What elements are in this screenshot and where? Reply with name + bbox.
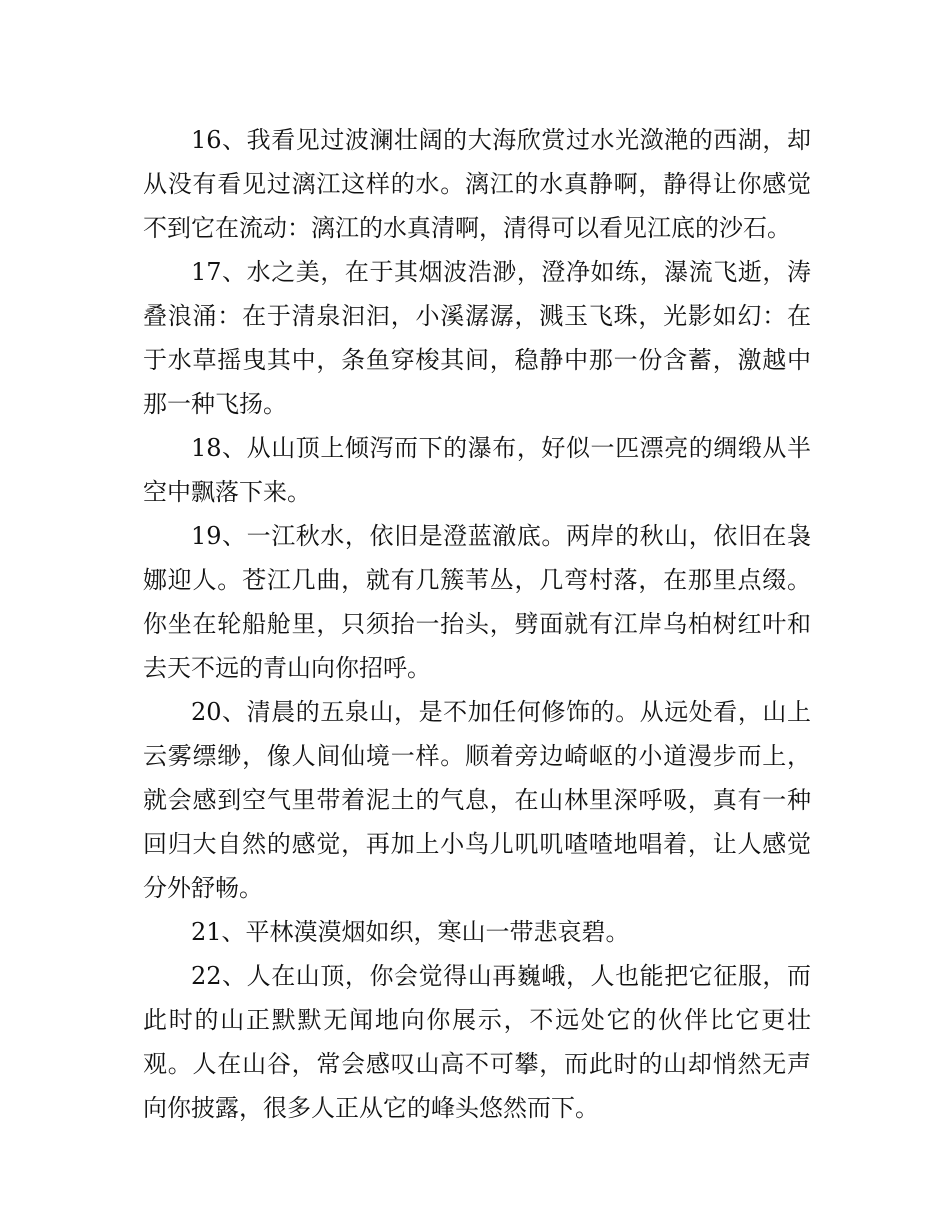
paragraph-19 [143, 514, 811, 690]
text-line: 20、清晨的五泉山，是不加任何修饰的。从远处看，山上 [191, 698, 811, 726]
text-line: 叠浪涌：在于清泉汩汩，小溪潺潺，溅玉飞珠，光影如幻：在 [143, 302, 811, 330]
text-line: 18、从山顶上倾泻而下的瀑布，好似一匹漂亮的绸缎从半 [191, 434, 811, 462]
text-line: 从没有看见过漓江这样的水。漓江的水真静啊，静得让你感觉 [143, 170, 811, 198]
text-line: 不到它在流动：漓江的水真清啊，清得可以看见江底的沙石。 [143, 214, 791, 242]
text-line: 此时的山正默默无闻地向你展示，不远处它的伙伴比它更壮 [143, 1006, 811, 1034]
text-line: 娜迎人。苍江几曲，就有几簇苇丛，几弯村落，在那里点缀。 [143, 566, 811, 594]
text-line: 你坐在轮船舱里，只须抬一抬头，劈面就有江岸乌柏树红叶和 [143, 610, 811, 638]
text-line: 空中飘落下来。 [143, 478, 311, 506]
text-line: 去天不远的青山向你招呼。 [143, 654, 431, 682]
text-line: 16、我看见过波澜壮阔的大海欣赏过水光潋滟的西湖，却 [191, 126, 811, 154]
text-line: 22、人在山顶，你会觉得山再巍峨，人也能把它征服，而 [191, 962, 811, 990]
text-line: 19、一江秋水，依旧是澄蓝澈底。两岸的秋山，依旧在袅 [191, 522, 811, 550]
text-line: 回归大自然的感觉，再加上小鸟儿叽叽喳喳地唱着，让人感觉 [143, 830, 811, 858]
paragraph-18 [143, 426, 811, 514]
text-line: 向你披露，很多人正从它的峰头悠然而下。 [143, 1094, 599, 1122]
paragraph-17 [143, 250, 811, 426]
paragraph-21 [143, 910, 811, 954]
text-line: 观。人在山谷，常会感叹山高不可攀，而此时的山却悄然无声 [143, 1050, 811, 1078]
text-line: 那一种飞扬。 [143, 390, 287, 418]
paragraph-22 [143, 954, 811, 1130]
text-line: 21、平林漠漠烟如织，寒山一带悲哀碧。 [191, 918, 630, 946]
text-line: 就会感到空气里带着泥土的气息，在山林里深呼吸，真有一种 [143, 786, 811, 814]
text-line: 分外舒畅。 [143, 874, 263, 902]
text-line: 云雾缥缈，像人间仙境一样。顺着旁边崎岖的小道漫步而上， [143, 742, 811, 770]
paragraph-16 [143, 118, 811, 250]
text-line: 17、水之美，在于其烟波浩渺，澄净如练，瀑流飞逝，涛 [191, 258, 811, 286]
paragraph-20 [143, 690, 811, 910]
body-text [143, 118, 811, 1130]
text-line: 于水草摇曳其中，条鱼穿梭其间，稳静中那一份含蓄，激越中 [143, 346, 811, 374]
